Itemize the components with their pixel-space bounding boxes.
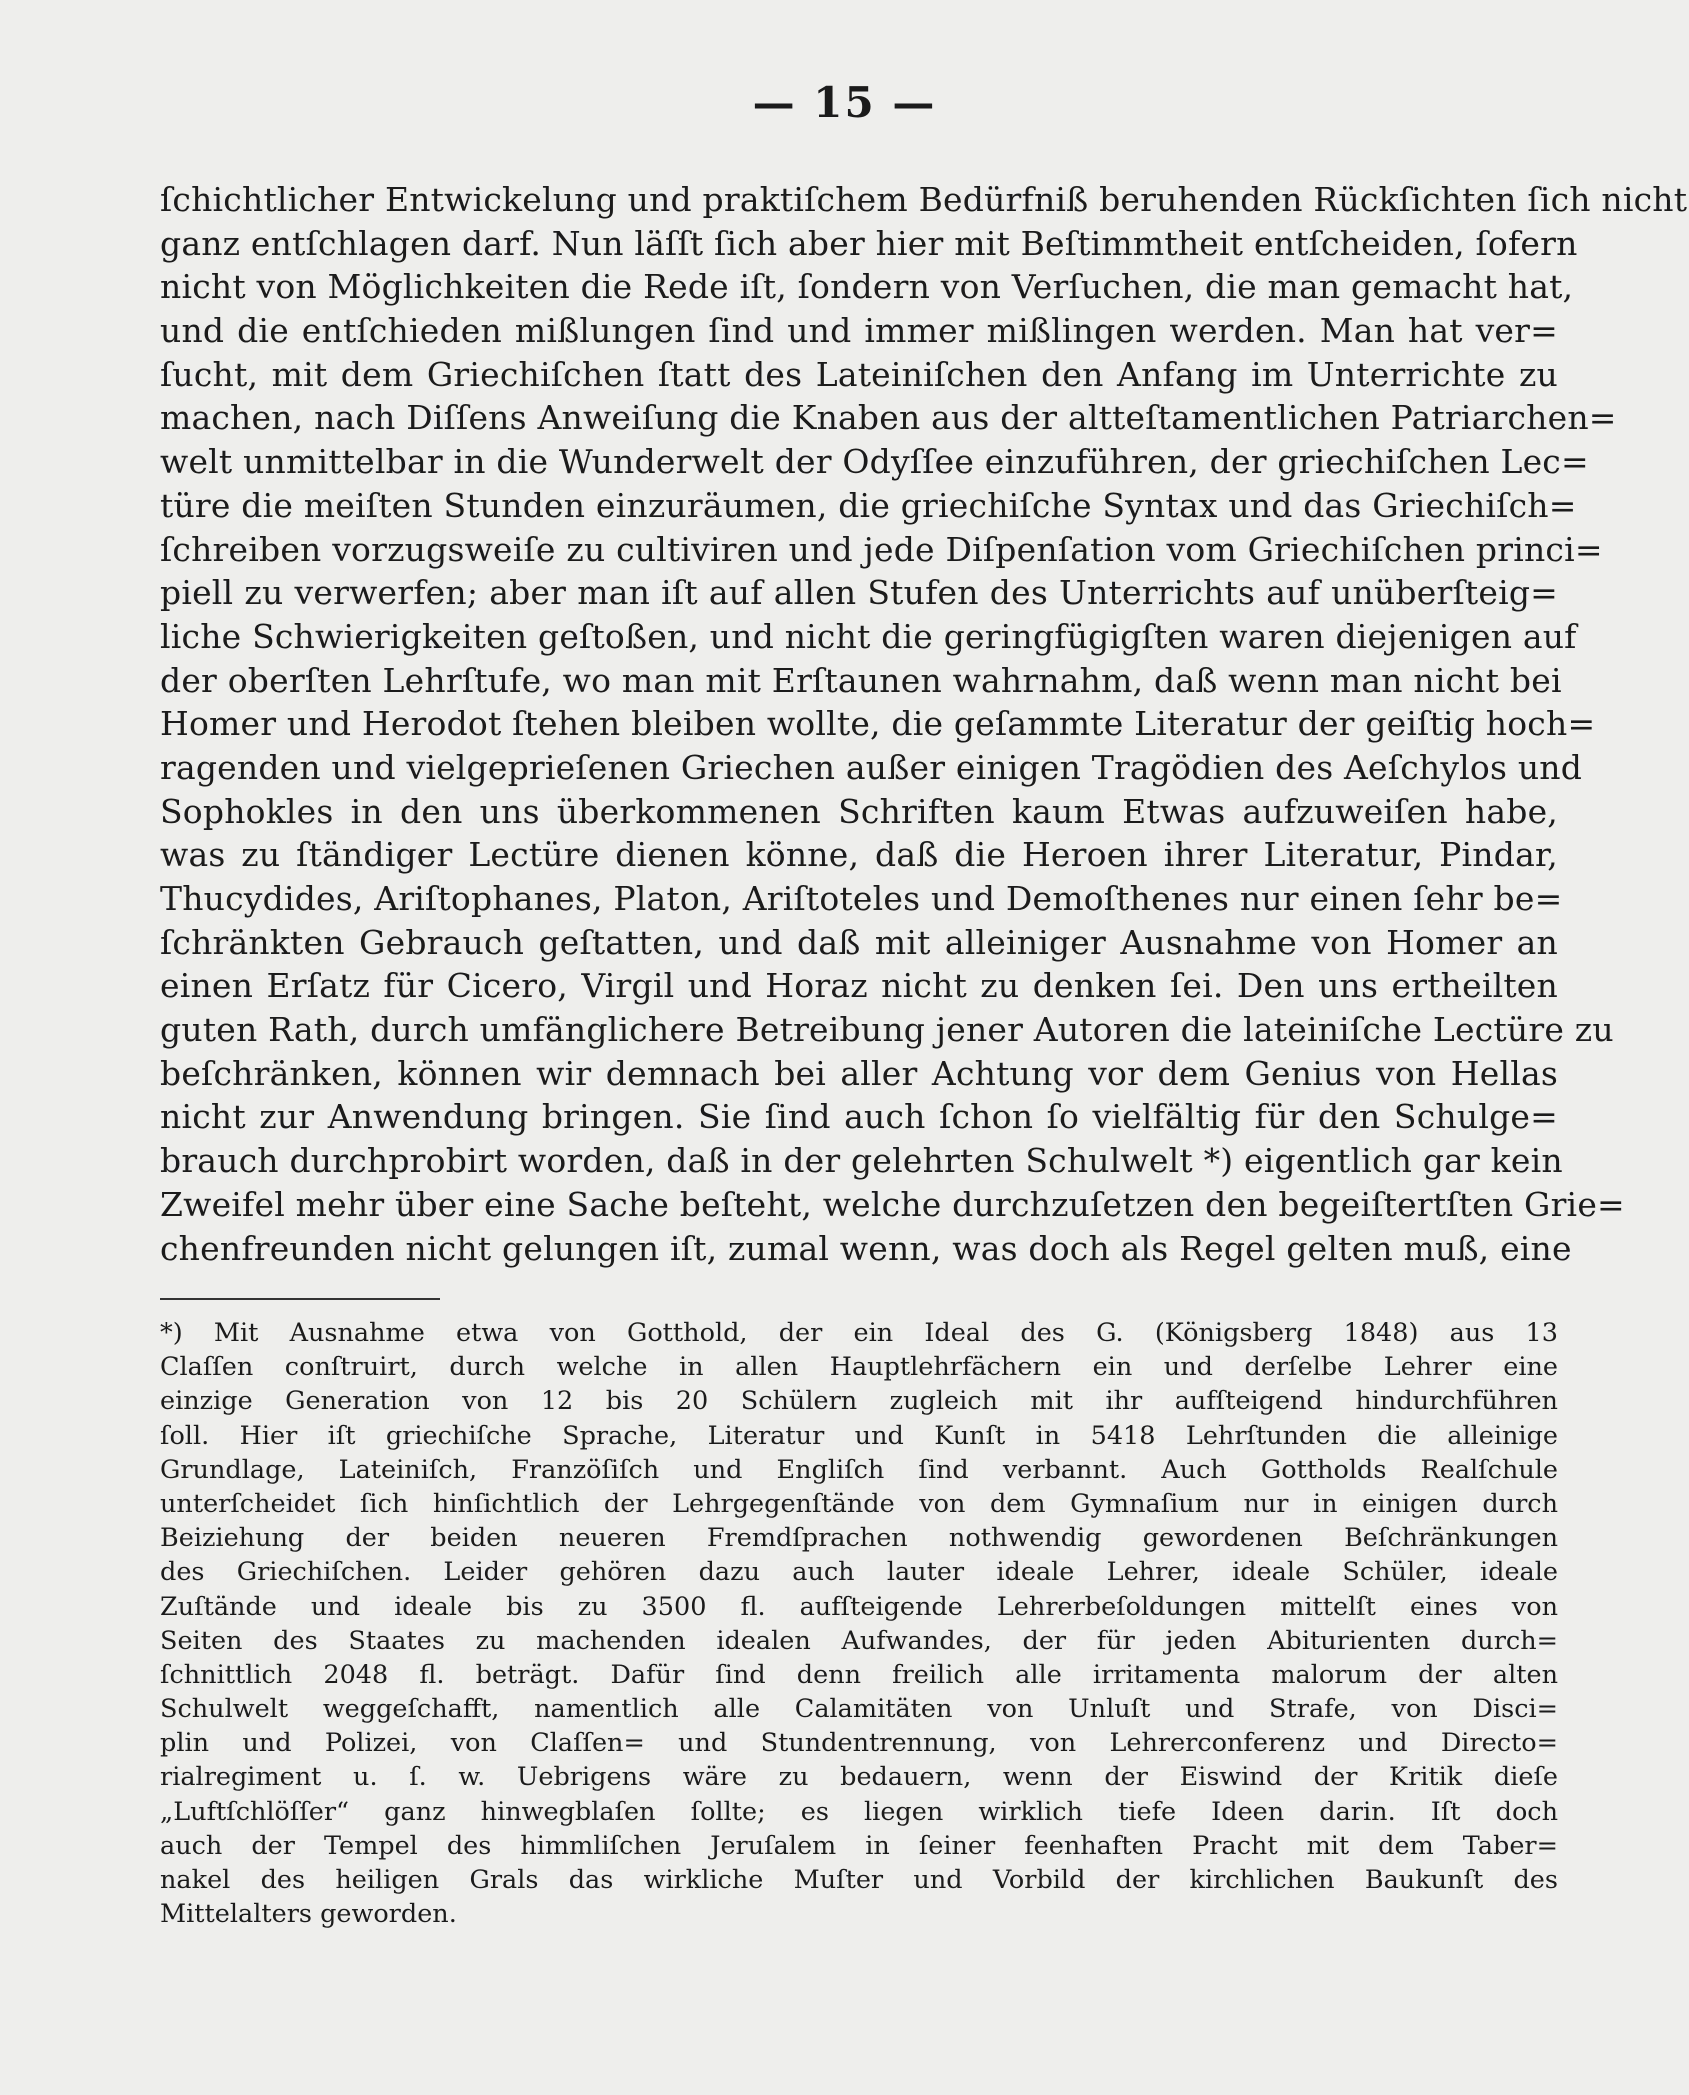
text-line: einen Erſatz für Cicero, Virgil und Horaz nicht zu denken ſei. Den uns ertheilten	[160, 966, 1558, 1006]
footnote-line: nakel des heiligen Grals das wirkliche Muſter und Vorbild der kirchlichen Baukunſt des	[160, 1865, 1558, 1895]
footnote-line: Claſſen conſtruirt, durch welche in allen Hauptlehrfächern ein und derſelbe Lehrer eine	[160, 1352, 1558, 1383]
text-line: Thucydides, Ariſtophanes, Platon, Ariſtoteles und Demoſthenes nur einen ſehr be=	[160, 879, 1563, 918]
text-line: chenfreunden nicht gelungen iſt, zumal wenn, was doch als Regel gelten muß, eine	[160, 1228, 1572, 1268]
footnote-line: Seiten des Staates zu machenden idealen Aufwandes, der für jeden Abiturienten durch=	[160, 1625, 1558, 1656]
footnote-line: auch der Tempel des himmliſchen Jeruſalem in ſeiner feenhaften Pracht mit dem Taber=	[160, 1830, 1558, 1861]
text-line: brauch durchprobirt worden, daß in der gelehrten Schulwelt *) eigentlich gar kein	[160, 1141, 1563, 1181]
footnote-line: einzige Generation von 12 bis 20 Schülern zugleich mit ihr aufſteigend hindurchführen	[160, 1386, 1558, 1417]
text-line: guten Rath, durch umfänglichere Betreibung jener Autoren die lateiniſche Lectüre zu	[160, 1010, 1614, 1050]
text-line: ſchreiben vorzugsweiſe zu cultiviren und jede Diſpenſation vom Griechiſchen princi=	[160, 529, 1603, 569]
text-line: Homer und Herodot ſtehen bleiben wollte, die geſammte Literatur der geiſtig hoch=	[160, 704, 1596, 744]
text-line: Sophokles in den uns überkommenen Schriften kaum Etwas aufzuweiſen habe,	[160, 791, 1558, 831]
text-line: ganz entſchlagen darf. Nun läſſt ſich aber hier mit Beſtimmtheit entſcheiden, ſofern	[160, 223, 1578, 263]
footnote-line: „Luftſchlöſſer“ ganz hinwegblaſen ſollte; es liegen wirklich tiefe Ideen darin. Iſt doch	[160, 1796, 1558, 1827]
footnote-line: plin und Polizei, von Claſſen= und Stundentrennung, von Lehrerconferenz und Directo=	[160, 1728, 1558, 1759]
text-line: was zu ſtändiger Lectüre dienen könne, daß die Heroen ihrer Literatur, Pindar,	[160, 835, 1558, 875]
footnote-line: Schulwelt weggeſchafft, namentlich alle Calamitäten von Unluſt und Strafe, von Disci=	[160, 1694, 1558, 1725]
footnote-line: rialregiment u. ſ. w. Uebrigens wäre zu bedauern, wenn der Eiswind der Kritik dieſe	[160, 1762, 1558, 1793]
footnote	[160, 1316, 1558, 1931]
footnote-line: *) Mit Ausnahme etwa von Gotthold, der ein Ideal des G. (Königsberg 1848) aus 13	[160, 1318, 1558, 1348]
text-line: beſchränken, können wir demnach bei aller Achtung vor dem Genius von Hellas	[160, 1053, 1558, 1093]
text-line: ſchränkten Gebrauch geſtatten, und daß mit alleiniger Ausnahme von Homer an	[160, 922, 1558, 962]
text-line: machen, nach Diſſens Anweiſung die Knaben aus der altteſtamentlichen Patriarchen=	[160, 398, 1617, 438]
text-line: und die entſchieden mißlungen ſind und immer mißlingen werden. Man hat ver=	[160, 311, 1558, 351]
footnote-line: Beiziehung der beiden neueren Fremdſprachen nothwendig gewordenen Beſchränkungen	[160, 1523, 1558, 1554]
text-line: nicht von Möglichkeiten die Rede iſt, ſondern von Verſuchen, die man gemacht hat,	[160, 267, 1574, 307]
text-line: piell zu verwerfen; aber man iſt auf allen Stufen des Unterrichts auf unüberſteig=	[160, 573, 1558, 613]
footnote-line: Mittelalters geworden.	[160, 1899, 457, 1930]
text-line: liche Schwierigkeiten geſtoßen, und nicht die geringfügigſten waren diejenigen auf	[160, 616, 1577, 656]
text-line: welt unmittelbar in die Wunderwelt der Odyſſee einzuführen, der griechiſchen Lec=	[160, 442, 1589, 482]
text-line: nicht zur Anwendung bringen. Sie ſind auch ſchon ſo vielfältig für den Schulge=	[160, 1097, 1558, 1137]
text-line: ſchichtlicher Entwickelung und praktiſchem Bedürfniß beruhenden Rückſichten ſich nicht	[160, 180, 1688, 219]
footnote-line: Zuſtände und ideale bis zu 3500 fl. aufſteigende Lehrerbeſoldungen mittelſt eines von	[160, 1591, 1558, 1622]
text-line: der oberſten Lehrſtufe, wo man mit Erſtaunen wahrnahm, daß wenn man nicht bei	[160, 660, 1562, 700]
page-number: — 15 —	[752, 78, 937, 127]
text-line: türe die meiſten Stunden einzuräumen, die griechiſche Syntax und das Griechiſch=	[160, 485, 1577, 525]
footnote-line: unterſcheidet ſich hinſichtlich der Lehrgegenſtände von dem Gymnaſium nur in einigen durch	[160, 1488, 1558, 1519]
text-line: Zweifel mehr über eine Sache beſteht, welche durchzuſetzen den begeiſtertſten Grie=	[160, 1184, 1625, 1224]
main-text	[160, 178, 1688, 1270]
footnote-line: ſoll. Hier iſt griechiſche Sprache, Literatur und Kunſt in 5418 Lehrſtunden die alleinige	[160, 1420, 1558, 1451]
footnote-line: Grundlage, Lateiniſch, Franzöſiſch und Engliſch ſind verbannt. Auch Gottholds Realſchule	[160, 1454, 1558, 1485]
footnote-line: des Griechiſchen. Leider gehören dazu auch lauter ideale Lehrer, ideale Schüler, ideale	[160, 1557, 1558, 1588]
footnote-line: ſchnittlich 2048 fl. beträgt. Dafür ſind denn freilich alle irritamenta malorum der alten	[160, 1659, 1558, 1690]
footnote-divider	[160, 1298, 440, 1300]
text-line: ſucht, mit dem Griechiſchen ſtatt des Lateiniſchen den Anfang im Unterrichte zu	[160, 354, 1558, 394]
text-line: ragenden und vielgeprieſenen Griechen außer einigen Tragödien des Aeſchylos und	[160, 747, 1583, 787]
